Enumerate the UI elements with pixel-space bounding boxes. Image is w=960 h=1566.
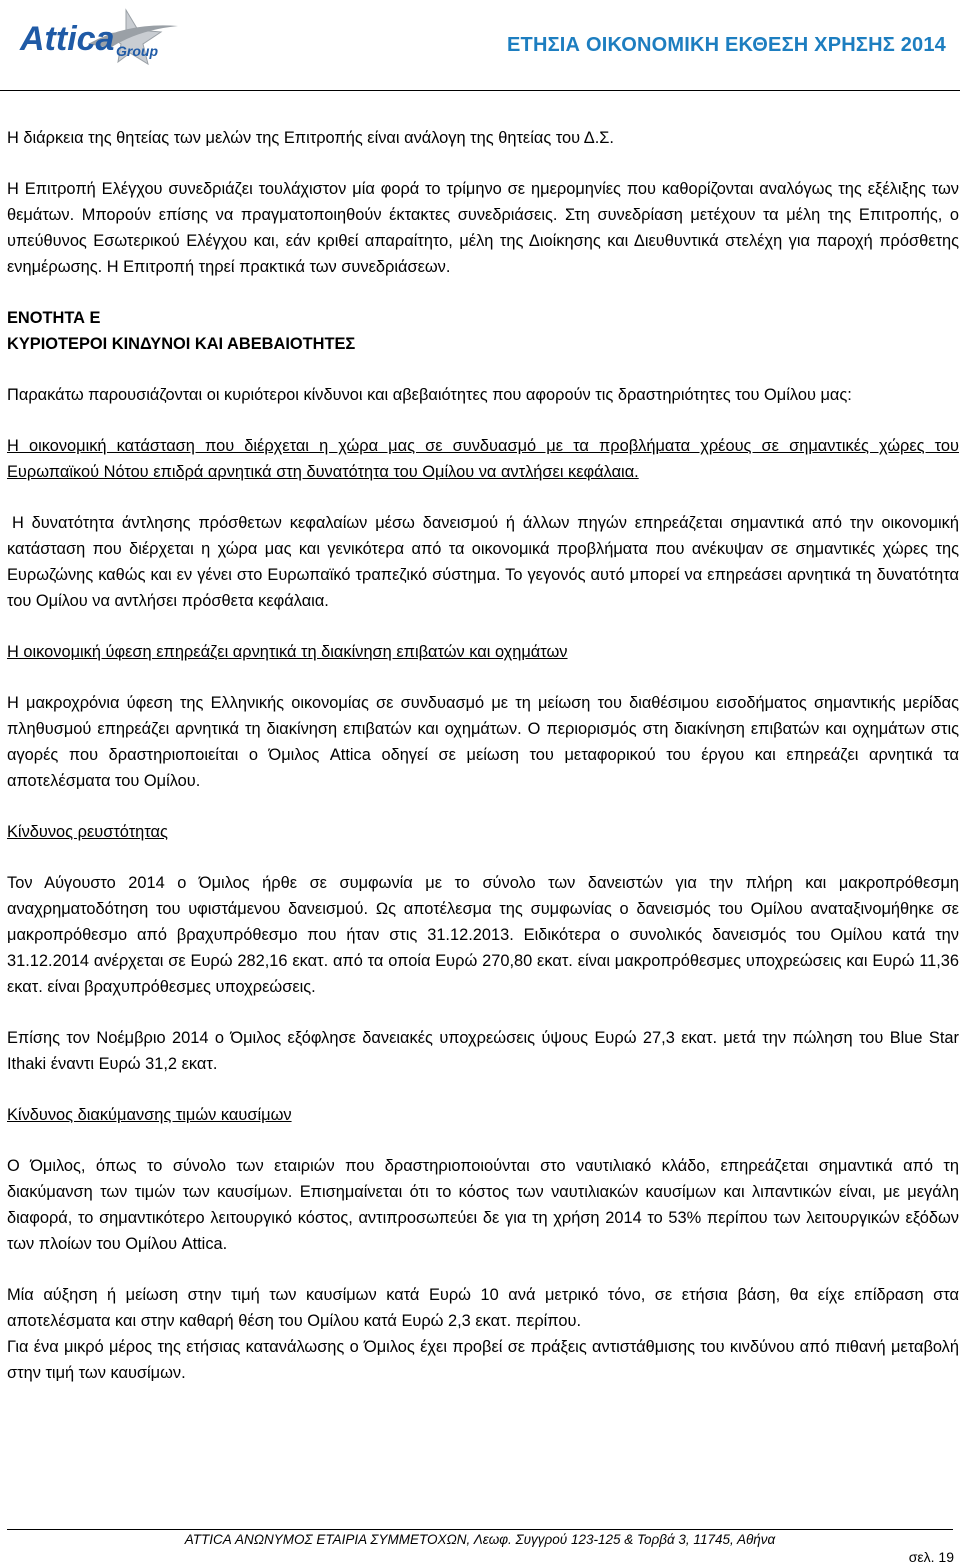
- paragraph-risks-intro: Παρακάτω παρουσιάζονται οι κυριότεροι κίνδυνοι και αβεβαιότητες που αφορούν τις δραστηριότητες του Ομίλου μας:: [7, 386, 852, 404]
- document-body: [7, 125, 959, 1386]
- attica-group-logo: [18, 4, 188, 68]
- risk-heading-fuel-prices: Κίνδυνος διακύμανσης τιμών καυσίμων: [7, 1106, 292, 1124]
- report-title: ΕΤΗΣΙΑ ΟΙΚΟΝΟΜΙΚΗ ΕΚΘΕΣΗ ΧΡΗΣΗΣ 2014: [507, 34, 946, 56]
- paragraph-fuel-cost: Ο Όμιλος, όπως το σύνολο των εταιριών που δραστηριοποιούνται στο ναυτιλιακό κλάδο, επηρεάζεται σημαντικά από τη διακύμανση των τιμών των καυσίμων. Επισημαίνεται ότι το κόστος των ναυτιλιακών καυσίμων και λιπαντικών είναι, με μεγάλη διαφορά, το σημαντικότερο λειτουργικό κόστος, αντιπροσωπεύει δε για τη χρήση 2014 το 53% περίπου των λειτουργικών εξόδων των πλοίων του Ομίλου Attica.: [7, 1157, 959, 1253]
- paragraph-committee-meetings: Η Επιτροπή Ελέγχου συνεδριάζει τουλάχιστον μία φορά το τρίμηνο σε ημερομηνίες που καθορίζονται αναλόγως της εξέλιξης των θεμάτων. Μπορούν επίσης να πραγματοποιηθούν έκτακτες συνεδριάσεις. Στη συνεδρίαση μετέχουν τα μέλη της Επιτροπής, ο υπεύθυνος Εσωτερικού Ελέγχου και, εάν κριθεί απαραίτητο, μέλη της Διοίκησης και Διευθυντικά στελέχη για παροχή πρόσθετης ενημέρωσης. Η Επιτροπή τηρεί πρακτικά των συνεδριάσεων.: [7, 180, 959, 276]
- risk-heading-recession: Η οικονομική ύφεση επηρεάζει αρνητικά τη διακίνηση επιβατών και οχημάτων: [7, 643, 568, 661]
- page-header: [0, 0, 960, 92]
- paragraph-fuel-hedging: Για ένα μικρό μέρος της ετήσιας κατανάλωσης ο Όμιλος έχει προβεί σε πράξεις αντιστάθμισης του κινδύνου από πιθανή μεταβολή στην τιμή των καυσίμων.: [7, 1338, 959, 1382]
- paragraph-loan-repayment: Επίσης τον Νοέμβριο 2014 ο Όμιλος εξόφλησε δανειακές υποχρεώσεις ύψους Ευρώ 27,3 εκατ. μετά την πώληση του Blue Star Ithaki έναντι Ευρώ 31,2 εκατ.: [7, 1029, 959, 1073]
- page-number: σελ. 19: [908, 1549, 954, 1565]
- paragraph-term: Η διάρκεια της θητείας των μελών της Επιτροπής είναι ανάλογη της θητείας του Δ.Σ.: [7, 129, 614, 147]
- risk-heading-economic-situation: Η οικονομική κατάσταση που διέρχεται η χώρα μας σε συνδυασμό με τα προβλήματα χρέους σε σημαντικές χώρες του Ευρωπαϊκού Νότου επιδρά αρνητικά στη δυνατότητα του Ομίλου να αντλήσει κεφάλαια.: [7, 437, 959, 481]
- paragraph-recession: Η μακροχρόνια ύφεση της Ελληνικής οικονομίας σε συνδυασμό με τη μείωση του διαθέσιμου εισοδήματος σημαντικής μερίδας πληθυσμού επηρεάζει αρνητικά τη διακίνηση επιβατών και οχημάτων. Ο περιορισμός στη διακίνηση επιβατών και οχημάτων στις αγορές που δραστηριοποιείται ο Όμιλος Attica οδηγεί σε μείωση του μεταφορικού του έργου και επηρεάζει αρνητικά τα αποτελέσματα του Ομίλου.: [7, 694, 959, 790]
- logo-text: Attica: [20, 20, 115, 58]
- paragraph-liquidity: Τον Αύγουστο 2014 ο Όμιλος ήρθε σε συμφωνία με το σύνολο των δανειστών για την πλήρη και μακροπρόθεσμη αναχρηματοδότηση του υφιστάμενου δανεισμού. Ως αποτέλεσμα της συμφωνίας ο δανεισμός του Ομίλου αναταξινομήθηκε σε μακροπρόθεσμο από βραχυπρόθεσμο που ήταν στις 31.12.2013. Ειδικότερα ο συνολικός δανεισμός του Ομίλου κατά την 31.12.2014 ανέρχεται σε Ευρώ 282,16 εκατ. από τα οποία Ευρώ 270,80 εκατ. είναι μακροπρόθεσμες υποχρεώσεις και Ευρώ 11,36 εκατ. είναι βραχυπρόθεσμες υποχρεώσεις.: [7, 874, 959, 996]
- header-divider: [0, 90, 960, 91]
- paragraph-fuel-sensitivity: Μία αύξηση ή μείωση στην τιμή των καυσίμων κατά Ευρώ 10 ανά μετρικό τόνο, σε ετήσια βάση, θα είχε επίδραση στα αποτελέσματα και στην καθαρή θέση του Ομίλου κατά Ευρώ 2,3 εκατ. περίπου.: [7, 1286, 959, 1330]
- section-label: ΕΝΟΤΗΤΑ Ε: [7, 309, 101, 327]
- footer-company-address: ATTICA ΑΝΩΝΥΜΟΣ ΕΤΑΙΡΙΑ ΣΥΜΜΕΤΟΧΩΝ, Λεωφ. Συγγρού 123-125 & Τορβά 3, 11745, Αθήνα: [184, 1532, 776, 1547]
- footer-divider: [7, 1529, 953, 1530]
- logo-subtext: Group: [116, 43, 158, 59]
- paragraph-capital-raising: Η δυνατότητα άντλησης πρόσθετων κεφαλαίων μέσω δανεισμού ή άλλων πηγών επηρεάζεται σημαντικά από την οικονομική κατάσταση που διέρχεται η χώρα μας και γενικότερα από τα οικονομικά προβλήματα που ανέκυψαν σε σημαντικές χώρες της Ευρωζώνης καθώς και εν γένει στο Ευρωπαϊκό τραπεζικό σύστημα. Το γεγονός αυτό μπορεί να επηρεάσει αρνητικά τη δυνατότητα του Ομίλου να αντλήσει πρόσθετα κεφάλαια.: [7, 514, 959, 610]
- section-title: ΚΥΡΙΟΤΕΡΟΙ ΚΙΝΔΥΝΟΙ ΚΑΙ ΑΒΕΒΑΙΟΤΗΤΕΣ: [7, 335, 356, 353]
- risk-heading-liquidity: Κίνδυνος ρευστότητας: [7, 823, 168, 841]
